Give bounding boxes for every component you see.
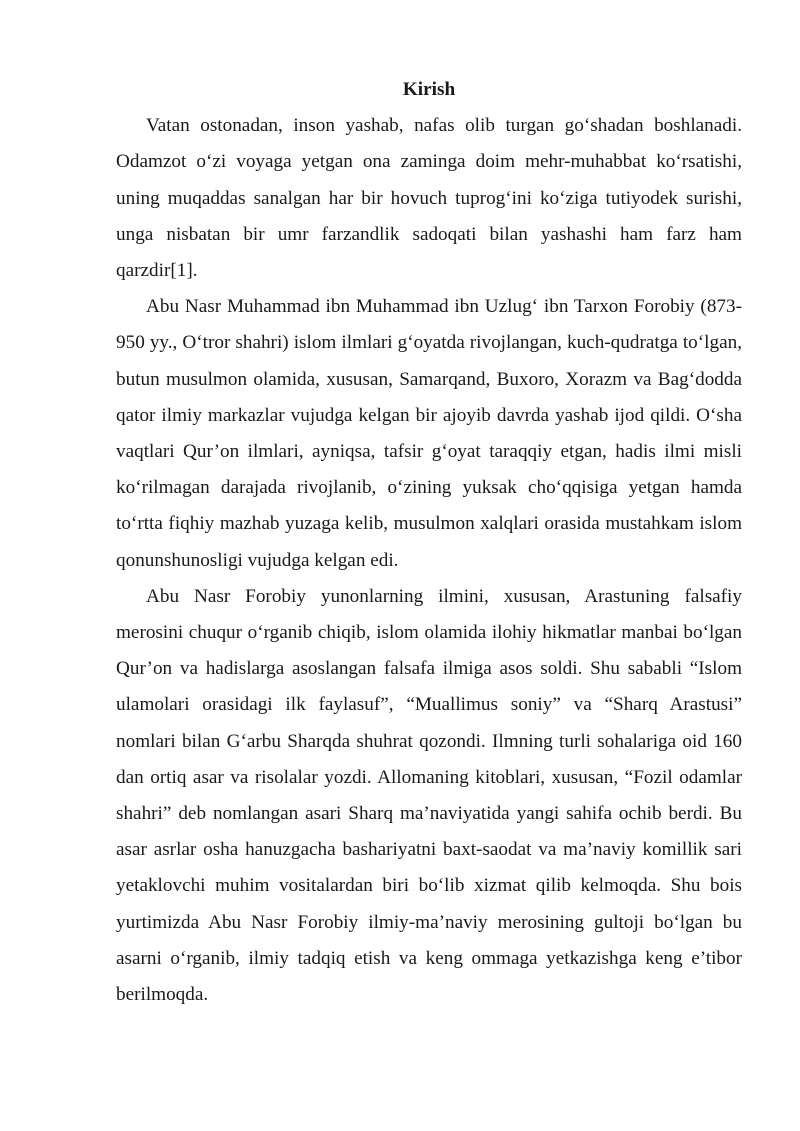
document-page bbox=[116, 72, 742, 1013]
section-title: Kirish bbox=[402, 79, 456, 100]
paragraph-3: Abu Nasr Forobiy yunonlarning ilmini, xususan, Arastuning falsafiy merosini chuqur o‘rganib chiqib, islom olamida ilohiy hikmatlar manbai bo‘lgan Qur’on va hadislarga asoslangan falsafa ilmiga asos soldi. Shu sababli “Islom ulamolari orasidagi ilk faylasuf”, “Muallimus soniy” va “Sharq Arastusi” nomlari bilan G‘arbu Sharqda shuhrat qozondi. Ilmning turli sohalariga oid 160 dan ortiq asar va risolalar yozdi. Allomaning kitoblari, xususan, “Fozil odamlar shahri” deb nomlangan asari Sharq ma’naviyatida yangi sahifa ochib berdi. Bu asar asrlar osha hanuzgacha bashariyatni baxt-saodat va ma’naviy komillik sari yetaklovchi muhim vositalardan biri bo‘lib xizmat qilib kelmoqda. Shu bois yurtimizda Abu Nasr Forobiy ilmiy-ma’naviy merosining gultoji bo‘lgan bu asarni o‘rganib, ilmiy tadqiq etish va keng ommaga yetkazishga keng e’tibor berilmoqda. bbox=[116, 585, 742, 1006]
paragraph-1: Vatan ostonadan, inson yashab, nafas olib turgan go‘shadan boshlanadi. Odamzot o‘zi voyaga yetgan ona zaminga doim mehr-muhabbat ko‘rsatishi, uning muqaddas sanalgan har bir hovuch tuprog‘ini ko‘ziga tutiyodek surishi, unga nisbatan bir umr farzandlik sadoqati bilan yashashi ham farz ham qarzdir[1]. bbox=[116, 115, 742, 282]
paragraph-2: Abu Nasr Muhammad ibn Muhammad ibn Uzlug‘ ibn Tarxon Forobiy (873-950 yy., O‘tror shahri) islom ilmlari g‘oyatda rivojlangan, kuch-qudratga to‘lgan, butun musulmon olamida, xususan, Samarqand, Buxoro, Xorazm va Bag‘dodda qator ilmiy markazlar vujudga kelgan bir ajoyib davrda yashab ijod qildi. O‘sha vaqtlari Qur’on ilmlari, ayniqsa, tafsir g‘oyat taraqqiy etgan, hadis ilmi misli ko‘rilmagan darajada rivojlanib, o‘zining yuksak cho‘qqisiga yetgan hamda to‘rtta fiqhiy mazhab yuzaga kelib, musulmon xalqlari orasida mustahkam islom qonunshunosligi vujudga kelgan edi. bbox=[116, 296, 742, 571]
